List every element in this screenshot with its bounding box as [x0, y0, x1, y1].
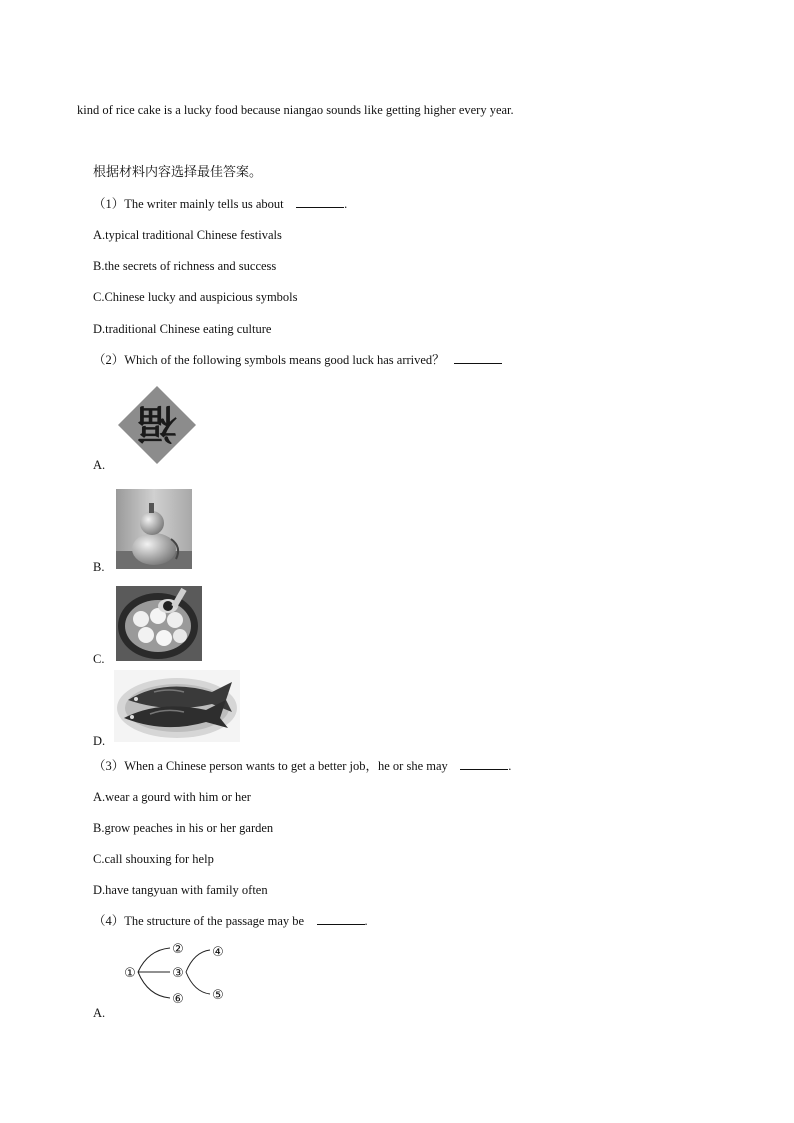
- fu-diamond-icon: [116, 384, 198, 466]
- node-6: ⑥: [172, 992, 184, 1007]
- q2-label-c: C.: [93, 652, 105, 666]
- q2-stem: （2）Which of the following symbols means good luck has arrived？: [93, 352, 502, 368]
- q4-stem: （4）The structure of the passage may be .: [93, 914, 368, 928]
- q1-option-a[interactable]: A.typical traditional Chinese festivals: [93, 228, 282, 242]
- q3-option-d[interactable]: D.have tangyuan with family often: [93, 883, 268, 897]
- fish-plate-icon: [114, 670, 240, 742]
- q1-option-d[interactable]: D.traditional Chinese eating culture: [93, 322, 272, 336]
- intro-tail-text: kind of rice cake is a lucky food because niangao sounds like getting higher every year.: [77, 103, 514, 117]
- instruction-text: 根据材料内容选择最佳答案。: [93, 165, 263, 180]
- gourd-icon: [116, 489, 192, 569]
- fish-image[interactable]: [114, 670, 240, 742]
- q2-label-b: B.: [93, 560, 105, 574]
- q1-option-b[interactable]: B.the secrets of richness and success: [93, 259, 277, 273]
- q4-label-a: A.: [93, 1006, 106, 1020]
- q2-answer-blank[interactable]: [454, 352, 502, 364]
- gourd-image[interactable]: [116, 489, 192, 569]
- node-4: ④: [212, 945, 224, 960]
- q1-option-c[interactable]: C.Chinese lucky and auspicious symbols: [93, 290, 298, 304]
- fu-character: 福: [137, 400, 177, 446]
- q3-option-b[interactable]: B.grow peaches in his or her garden: [93, 821, 274, 835]
- node-1: ①: [124, 966, 136, 981]
- q2-label-d: D.: [93, 734, 106, 748]
- fu-symbol-image[interactable]: [116, 384, 198, 466]
- structure-diagram-a[interactable]: [118, 938, 238, 1010]
- tangyuan-image[interactable]: [116, 586, 202, 661]
- q3-option-a[interactable]: A.wear a gourd with him or her: [93, 790, 251, 804]
- q2-label-a: A.: [93, 458, 106, 472]
- node-3: ③: [172, 966, 184, 981]
- q1-answer-blank[interactable]: [296, 196, 344, 208]
- q3-stem: （3）When a Chinese person wants to get a better job，he or she may .: [93, 759, 512, 773]
- q3-answer-blank[interactable]: [460, 758, 508, 770]
- tangyuan-bowl-icon: [116, 586, 202, 661]
- q3-option-c[interactable]: C.call shouxing for help: [93, 852, 214, 866]
- q4-answer-blank[interactable]: [317, 913, 365, 925]
- q1-stem: （1）The writer mainly tells us about .: [93, 197, 348, 211]
- node-2: ②: [172, 942, 184, 957]
- node-5: ⑤: [212, 988, 224, 1003]
